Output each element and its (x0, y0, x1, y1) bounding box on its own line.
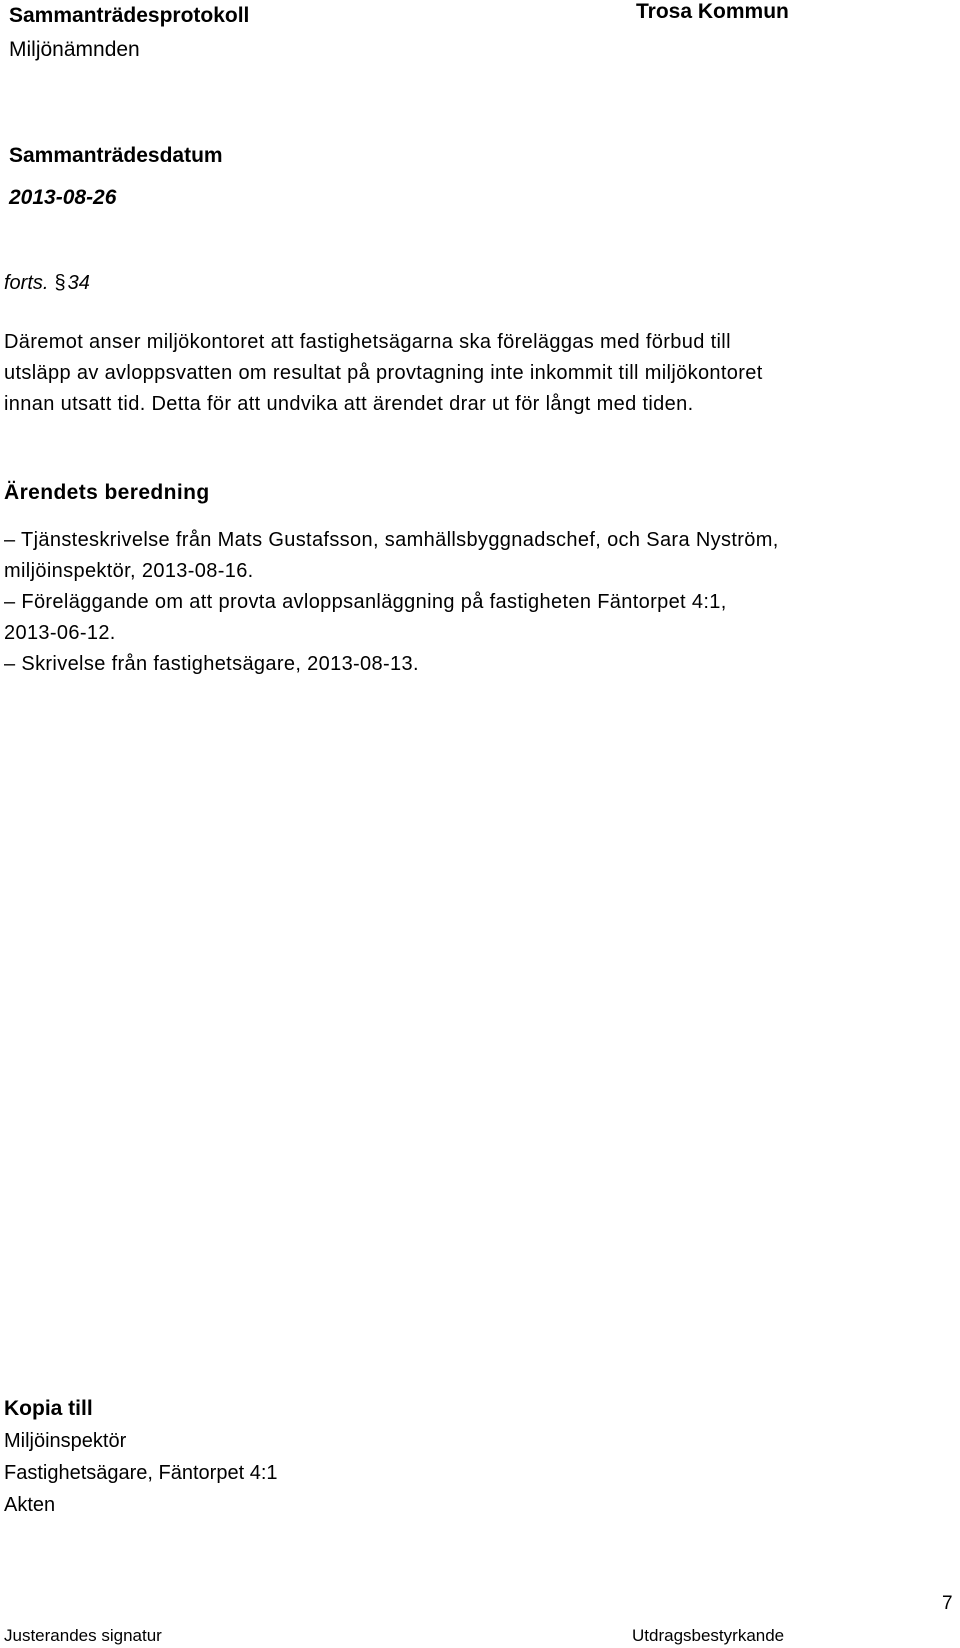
preparation-item-line: – Skrivelse från fastighetsägare, 2013-08-13. (4, 653, 419, 675)
copy-to-heading: Kopia till (4, 1397, 93, 1420)
paragraph-line: utsläpp av avloppsvatten om resultat på provtagning inte inkommit till miljökontoret (4, 362, 763, 384)
section-number: 34 (67, 272, 90, 294)
paragraph-line: Däremot anser miljökontoret att fastighetsägarna ska föreläggas med förbud till (4, 331, 731, 353)
document-title: Sammanträdesprotokoll (9, 4, 250, 27)
preparation-item-line: – Tjänsteskrivelse från Mats Gustafsson, samhällsbyggnadschef, och Sara Nyström, (4, 529, 779, 551)
copy-recipient: Fastighetsägare, Fäntorpet 4:1 (4, 1462, 278, 1484)
meeting-date-value: 2013-08-26 (9, 186, 117, 209)
meeting-date-label: Sammanträdesdatum (9, 144, 223, 167)
preparation-item-line: – Föreläggande om att provta avloppsanläggning på fastigheten Fäntorpet 4:1, (4, 591, 727, 613)
municipality-name: Trosa Kommun (636, 0, 789, 23)
preparation-item-line: miljöinspektör, 2013-08-16. (4, 560, 254, 582)
continuation-marker (4, 272, 90, 295)
section-sign: § (54, 272, 66, 294)
page-number: 7 (942, 1593, 953, 1614)
signature-label: Justerandes signatur (4, 1626, 162, 1645)
copy-recipient: Miljöinspektör (4, 1430, 127, 1452)
certification-label: Utdragsbestyrkande (632, 1626, 785, 1645)
preparation-heading: Ärendets beredning (4, 481, 210, 504)
copy-recipient: Akten (4, 1494, 56, 1516)
paragraph-line: innan utsatt tid. Detta för att undvika att ärendet drar ut för långt med tiden. (4, 393, 694, 415)
continuation-prefix: forts. (4, 272, 49, 294)
committee-name: Miljönämnden (9, 38, 140, 61)
preparation-item-line: 2013-06-12. (4, 622, 116, 644)
